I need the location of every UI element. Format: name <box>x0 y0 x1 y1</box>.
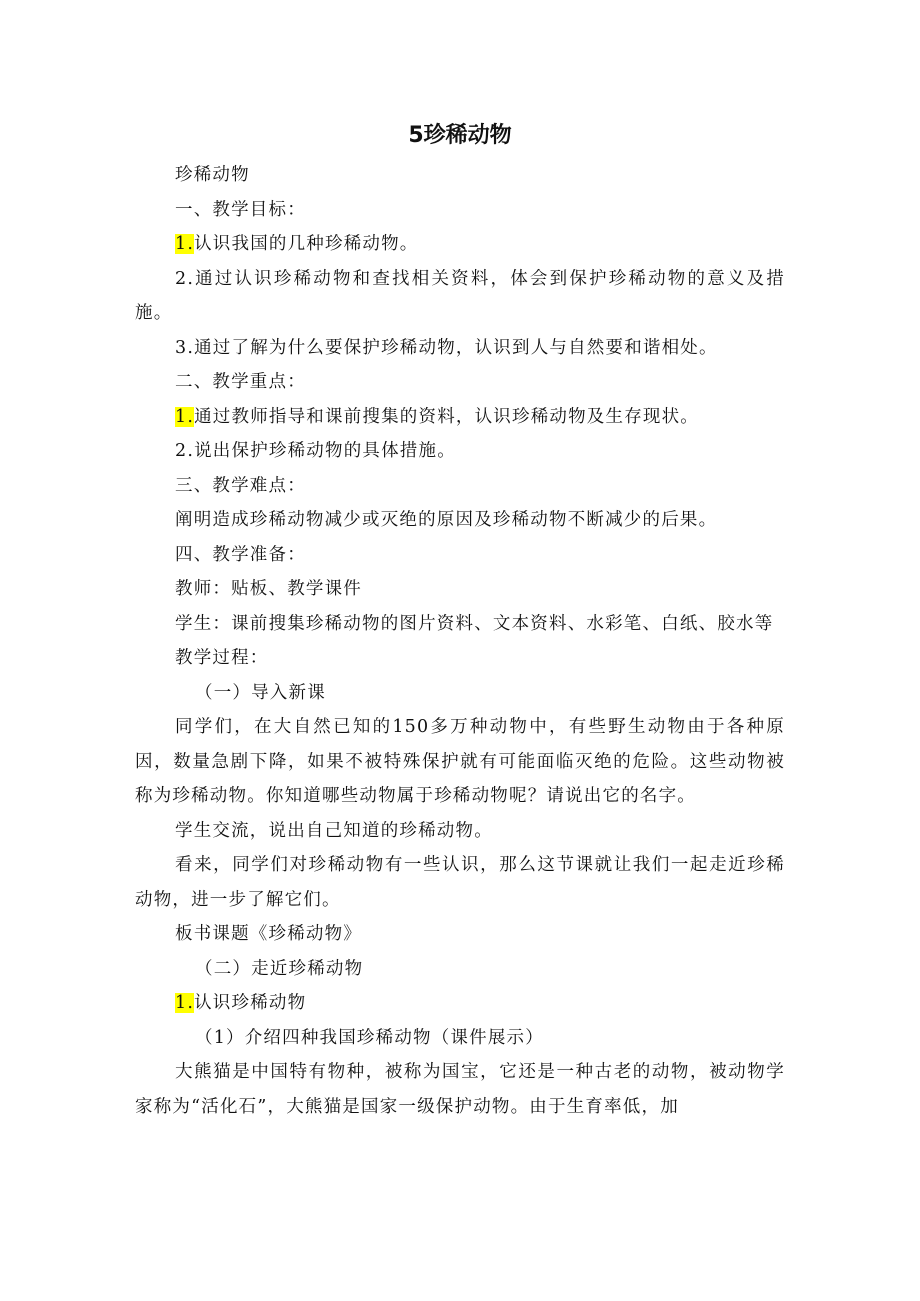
section-heading: 珍稀动物 <box>175 165 250 185</box>
paragraph: 学生：课前搜集珍稀动物的图片资料、文本资料、水彩笔、白纸、胶水等 <box>175 613 774 634</box>
subsection-heading: （一）导入新课 <box>195 682 326 703</box>
paragraph: 同学们，在大自然已知的150多万种动物中，有些野生动物由于各种原因，数量急剧下降，如果不被特殊保护就有可能面临灭绝的危险。这些动物被称为珍稀动物。你知道哪些动物属于珍稀动物呢？请说出它的名字。 <box>135 717 785 806</box>
list-item: 1.通过教师指导和课前搜集的资料，认识珍稀动物及生存现状。 <box>175 406 700 427</box>
section-heading: 二、教学重点： <box>175 372 306 392</box>
list-item: 1.认识珍稀动物 <box>175 993 307 1013</box>
list-item: 2.说出保护珍稀动物的具体措施。 <box>175 441 456 461</box>
paragraph: 大熊猫是中国特有物种，被称为国宝，它还是一种古老的动物，被动物学家称为“活化石”，大熊猫是国家一级保护动物。由于生育率低，加 <box>135 1062 785 1117</box>
section-heading: 四、教学准备： <box>175 544 306 565</box>
paragraph: 教师：贴板、教学课件 <box>175 579 362 599</box>
list-item: 1.认识我国的几种珍稀动物。 <box>175 234 419 254</box>
list-item: 2.通过认识珍稀动物和查找相关资料，体会到保护珍稀动物的意义及措施。 <box>135 268 785 323</box>
paragraph: 板书课题《珍稀动物》 <box>175 924 362 944</box>
document-body <box>135 158 785 1124</box>
list-item: 3.通过了解为什么要保护珍稀动物，认识到人与自然要和谐相处。 <box>175 337 718 358</box>
section-heading: 一、教学目标： <box>175 199 306 220</box>
subsection-heading: （1）介绍四种我国珍稀动物（课件展示） <box>195 1027 544 1048</box>
paragraph: 看来，同学们对珍稀动物有一些认识，那么这节课就让我们一起走近珍稀动物，进一步了解它们。 <box>135 855 785 910</box>
paragraph: 学生交流，说出自己知道的珍稀动物。 <box>175 820 493 841</box>
paragraph: 阐明造成珍稀动物减少或灭绝的原因及珍稀动物不断减少的后果。 <box>175 510 718 530</box>
subsection-heading: （二）走近珍稀动物 <box>195 958 364 979</box>
section-heading: 教学过程： <box>175 648 269 668</box>
document-title: 5珍稀动物 <box>408 123 512 148</box>
section-heading: 三、教学难点： <box>175 475 306 496</box>
highlighted-number: 1. <box>175 406 195 427</box>
highlighted-number: 1. <box>175 234 195 254</box>
highlighted-number: 1. <box>175 993 195 1013</box>
